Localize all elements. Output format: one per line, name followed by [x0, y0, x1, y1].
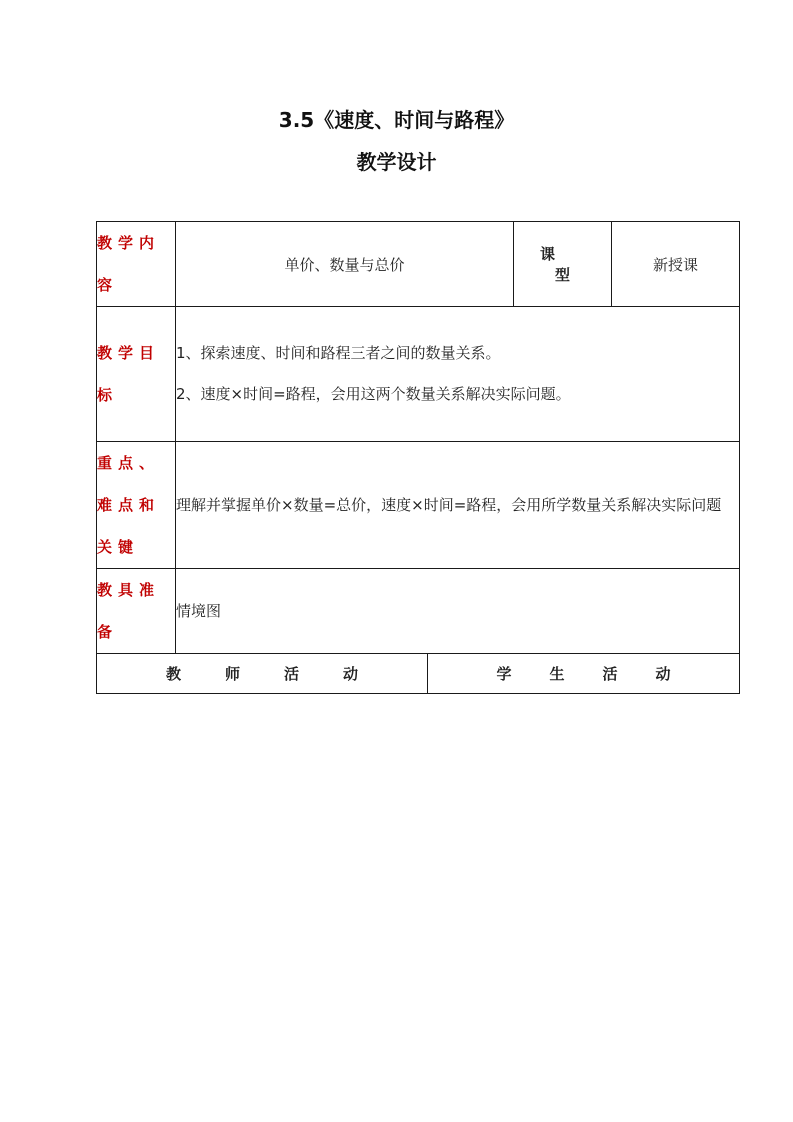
label-teaching-content: 教学内容	[97, 222, 176, 307]
table-row-key-points	[97, 442, 740, 569]
header-teacher-activity: 教师活动	[97, 654, 428, 694]
label-key-points: 重点、难点和关键	[97, 442, 176, 569]
header-student-activity: 学生活动	[428, 654, 740, 694]
document-subtitle: 教学设计	[356, 150, 437, 174]
table-row-goals	[97, 307, 740, 442]
goal-item: 2、速度×时间=路程，会用这两个数量关系解决实际问题。	[176, 385, 571, 403]
value-teaching-goals	[176, 307, 740, 442]
goal-item: 1、探索速度、时间和路程三者之间的数量关系。	[176, 344, 501, 362]
value-lesson-type: 新授课	[612, 222, 740, 307]
table-row-preparation	[97, 569, 740, 654]
value-teaching-aids: 情境图	[176, 569, 740, 654]
label-lesson-type: 课 型	[514, 222, 612, 307]
value-key-points: 理解并掌握单价×数量=总价，速度×时间=路程，会用所学数量关系解决实际问题	[176, 442, 740, 569]
value-teaching-content: 单价、数量与总价	[176, 222, 514, 307]
label-teaching-aids: 教具准备	[97, 569, 176, 654]
lesson-plan-table	[96, 221, 740, 694]
table-row-activities	[97, 654, 740, 694]
document-title: 3.5《速度、时间与路程》	[278, 108, 515, 132]
table-row-content	[97, 222, 740, 307]
label-teaching-goals: 教学目标	[97, 307, 176, 442]
